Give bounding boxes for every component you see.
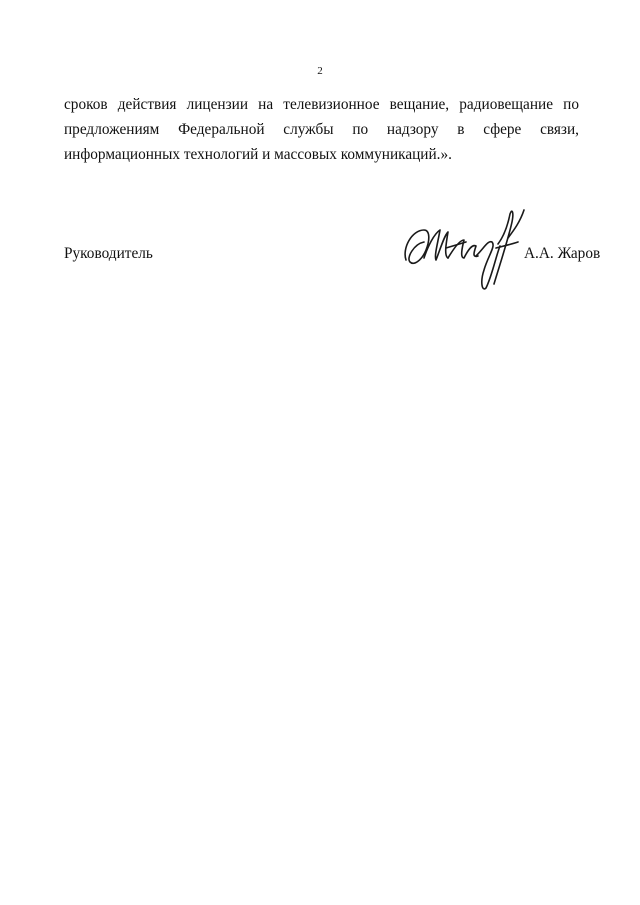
page-number: 2 [317,65,323,77]
signature-block [64,200,604,310]
body-paragraph: сроков действия лицензии на телевизионное вещание, радиовещание по предложениям Федеральной службы по надзору в сфере связи, информационных технологий и массовых коммуникаций.». [64,96,579,163]
handwritten-signature [400,200,530,300]
signer-position: Руководитель [64,245,153,262]
signer-name: А.А. Жаров [524,245,601,262]
